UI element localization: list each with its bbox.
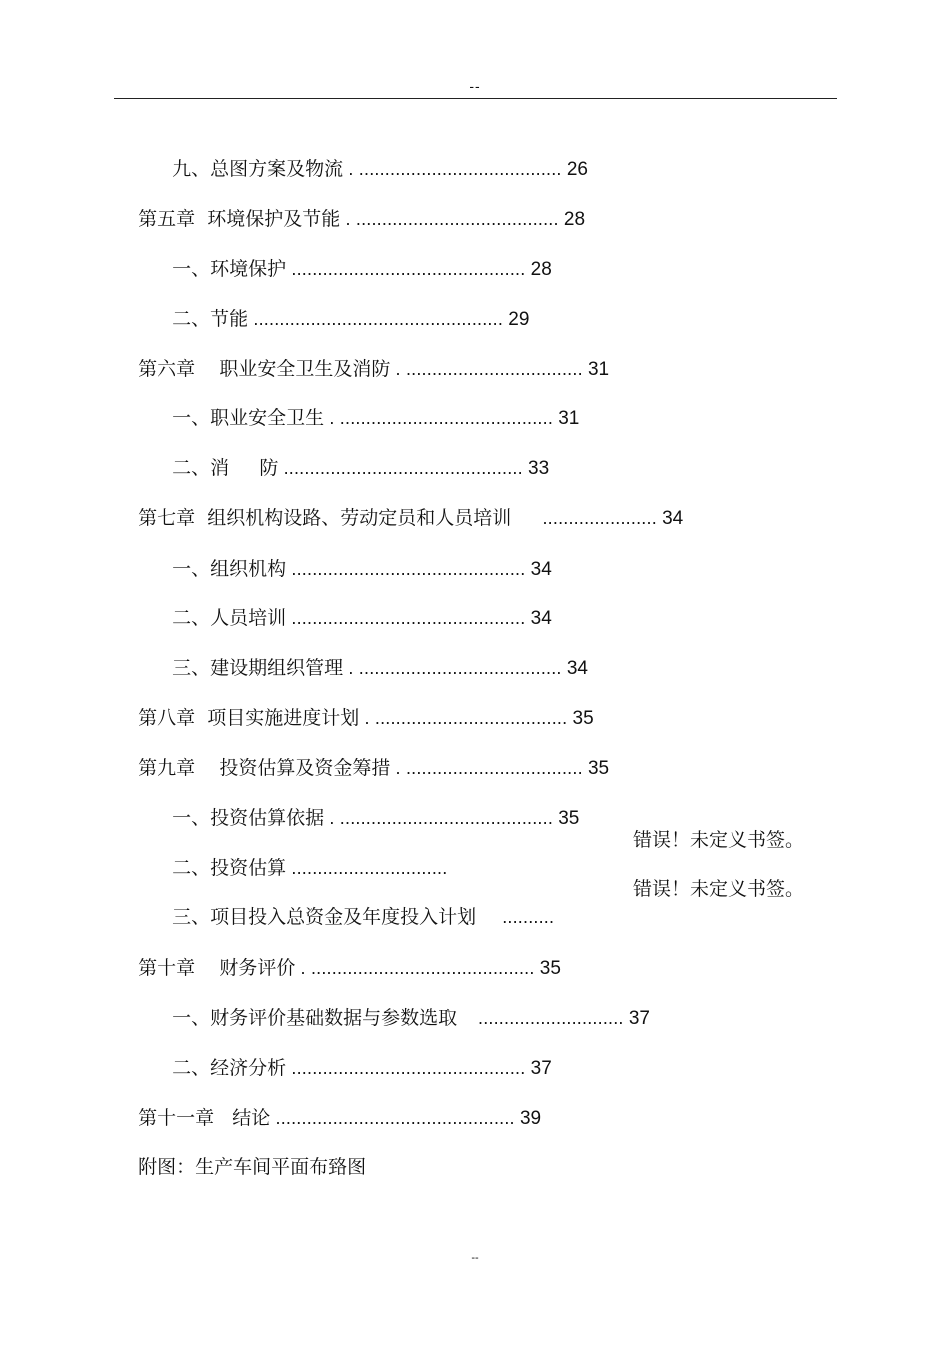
toc-entry[interactable]: [114, 676, 594, 729]
toc-entry-page: 34: [662, 508, 684, 529]
toc-entry-label: 第六章 职业安全卫生及消防: [138, 358, 391, 380]
toc-entry-page: 29: [508, 309, 530, 330]
toc-entry-leader: ..............................................: [278, 458, 529, 478]
toc-entry-label: 三、建设期组织管理: [172, 657, 344, 679]
toc-entry-page: 35: [587, 758, 610, 779]
toc-entry-leader: . ..................................: [390, 758, 588, 778]
toc-entry[interactable]: [114, 476, 684, 529]
toc-entry-page: 28: [563, 209, 586, 230]
toc-entry[interactable]: [148, 426, 550, 479]
toc-entry-leader: .............................................: [286, 608, 531, 628]
toc-entry-label: 一、组织机构: [172, 558, 287, 580]
toc-entry-label: 一、财务评价基础数据与参数选取: [172, 1007, 458, 1029]
toc-entry[interactable]: [148, 776, 580, 829]
header-mark: --: [469, 78, 481, 94]
toc-entry[interactable]: [114, 926, 561, 979]
toc-entry[interactable]: [148, 376, 580, 429]
toc-entry-page: 35: [558, 808, 580, 829]
toc-entry-leader: ......................: [511, 508, 663, 528]
toc-entry-leader: . ..................................: [390, 359, 588, 379]
toc-entry[interactable]: [114, 177, 586, 230]
toc-entry-leader: . .......................................: [340, 209, 564, 229]
toc-entry[interactable]: [148, 527, 552, 580]
toc-entry-page: 37: [530, 1058, 552, 1079]
toc-entry-leader: . .........................................: [324, 808, 559, 828]
toc-entry-page: 31: [587, 359, 610, 380]
toc-entry-leader: .............................................: [286, 1058, 531, 1078]
toc-entry-label: 一、环境保护: [172, 258, 287, 280]
toc-entry-label: 二、节能: [172, 308, 249, 330]
toc-entry-label: 第五章 环境保护及节能: [138, 208, 341, 230]
toc-entry-leader: ................................................: [248, 309, 509, 329]
toc-entry[interactable]: [114, 726, 610, 779]
toc-entry-label: 三、项目投入总资金及年度投入计划: [172, 906, 477, 928]
toc-entry[interactable]: [148, 277, 530, 330]
toc-entry-leader: . .......................................: [343, 159, 567, 179]
toc-entry-page: 37: [628, 1008, 650, 1029]
toc-entry[interactable]: [148, 127, 588, 180]
toc-entry-label: 二、投资估算: [172, 857, 287, 879]
toc-entry-leader: .............................................: [286, 559, 531, 579]
toc-entry[interactable]: [114, 1076, 542, 1129]
toc-entry-leader: . .......................................: [343, 658, 567, 678]
toc-entry-page: 34: [530, 559, 552, 580]
toc-entry-error: 错误！未定义书签。: [633, 829, 805, 851]
toc-entry-leader: . .........................................: [324, 408, 559, 428]
toc-entry-page: 35: [539, 958, 561, 979]
toc-entry[interactable]: [148, 576, 552, 629]
toc-entry-page: 28: [530, 259, 552, 280]
toc-entry-label: 九、总图方案及物流: [172, 158, 344, 180]
toc-entry-label: 一、职业安全卫生: [172, 407, 325, 429]
toc-entry-error: 错误！未定义书签。: [633, 878, 805, 900]
toc-entry-leader: . .....................................: [359, 708, 573, 728]
toc-entry-leader: .............................................: [286, 259, 531, 279]
toc-entry[interactable]: [148, 976, 650, 1029]
toc-entry-leader: ..............................: [286, 858, 448, 878]
toc-entry-label: 第十一章 结论: [138, 1107, 271, 1129]
toc-entry[interactable]: [148, 1026, 552, 1079]
toc-entry-page: 34: [530, 608, 552, 629]
toc-entry-page: 26: [566, 159, 588, 180]
toc-entry[interactable]: [148, 875, 848, 928]
toc-entry-leader: . ...........................................: [295, 958, 540, 978]
toc-entry-label: 第十章 财务评价: [138, 957, 296, 979]
toc-entry[interactable]: [148, 227, 552, 280]
toc-entry-label: 第九章 投资估算及资金筹措: [138, 757, 391, 779]
toc-entry[interactable]: [114, 327, 610, 380]
toc-entry-label: 二、经济分析: [172, 1057, 287, 1079]
toc-entry[interactable]: [114, 1125, 367, 1178]
toc-entry[interactable]: [148, 826, 848, 879]
toc-entry-page: 33: [528, 458, 550, 479]
toc-entry-page: 31: [558, 408, 580, 429]
toc-entry-page: 39: [519, 1108, 542, 1129]
toc-entry-page: 35: [572, 708, 594, 729]
toc-entry-leader: ..............................................: [270, 1108, 520, 1128]
toc-entry-label: 第七章 组织机构设路、劳动定员和人员培训: [138, 507, 512, 529]
toc-entry-label: 二、人员培训: [172, 607, 287, 629]
toc-entry-label: 附图：生产车间平面布臵图: [138, 1156, 367, 1178]
toc-entry-leader: ..........: [476, 907, 555, 927]
footer-mark: --: [471, 1252, 479, 1264]
toc-entry-leader: ............................: [457, 1008, 629, 1028]
toc-entry-page: 34: [566, 658, 588, 679]
toc-entry[interactable]: [148, 626, 588, 679]
toc-entry-label: 一、投资估算依据: [172, 807, 325, 829]
toc-entry-label: 二、消 防: [172, 457, 279, 479]
toc-entry-label: 第八章 项目实施进度计划: [138, 707, 360, 729]
